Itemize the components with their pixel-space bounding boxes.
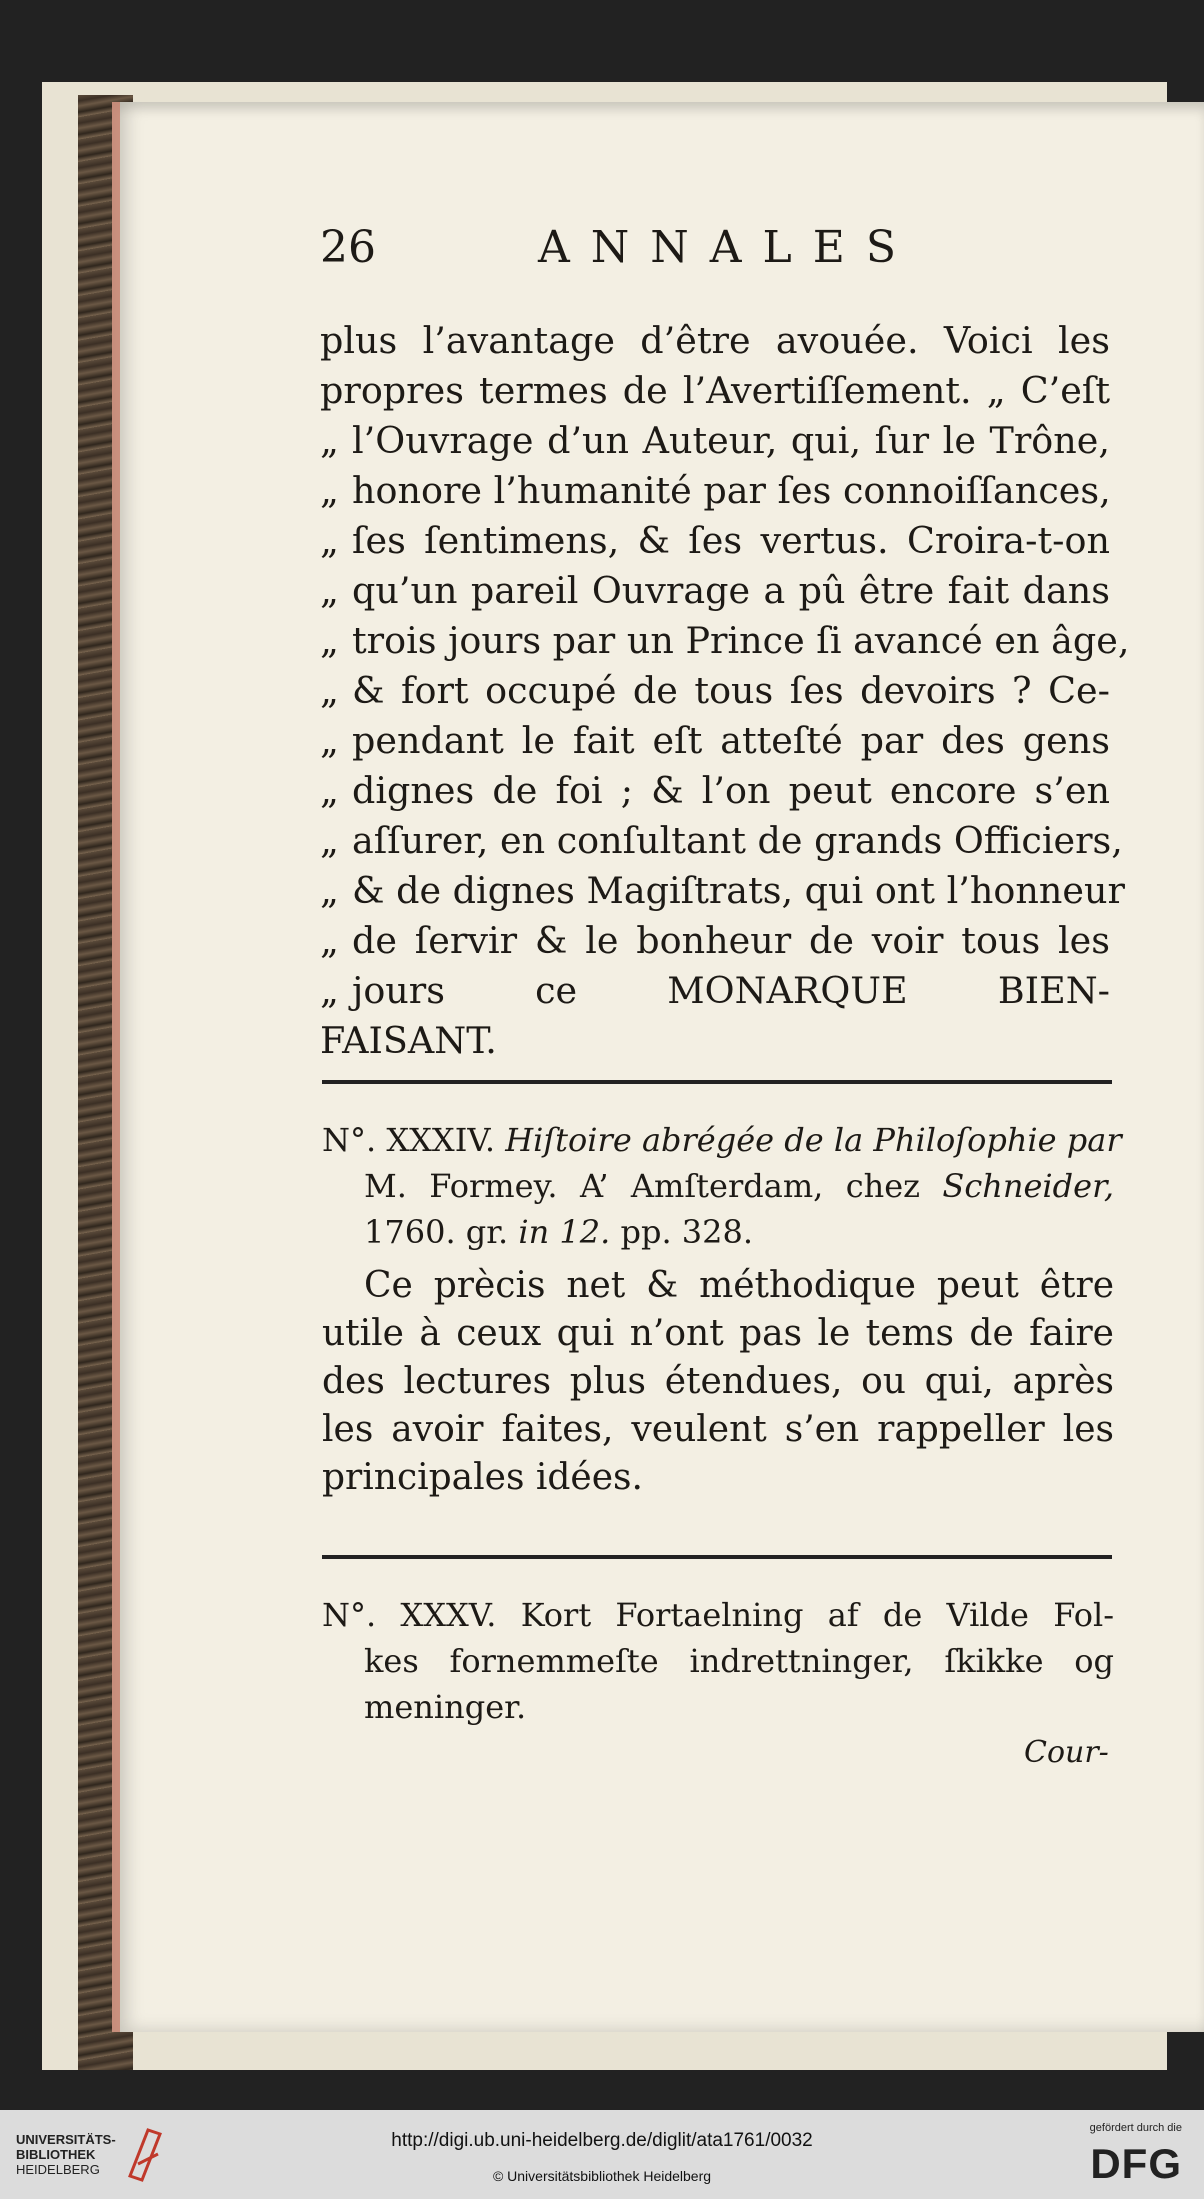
text-line xyxy=(320,1016,1110,1066)
permalink-url[interactable]: http://digi.ub.uni-heidelberg.de/diglit/ata1761/0032 xyxy=(391,2130,813,2151)
entry-xxxv-number: N°. XXXV. xyxy=(322,1596,497,1634)
text-line-content: ſes ſentimens, & ſes vertus. Croira-t-on xyxy=(352,519,1110,562)
quote-mark: „ xyxy=(320,519,339,562)
viewer-footer xyxy=(0,2110,1204,2199)
entry-xxxiv-year: 1760. gr. xyxy=(364,1213,509,1251)
library-name-line1: UNIVERSITÄTS- xyxy=(16,2132,116,2147)
red-page-edge xyxy=(112,102,120,2032)
text-line xyxy=(320,766,1110,816)
catchword: Cour- xyxy=(1024,1735,1109,1770)
quote-mark: „ xyxy=(320,719,339,762)
text-line xyxy=(320,816,1123,866)
paragraph-line: principales idées. xyxy=(322,1457,643,1498)
text-line xyxy=(320,866,1125,916)
text-line-content: trois jours par un Prince ſi avancé en âge, xyxy=(352,619,1130,662)
section-rule-2 xyxy=(322,1555,1112,1559)
entry-xxxiv-review xyxy=(322,1262,1114,1502)
text-line-content: dignes de foi ; & l’on peut encore s’en xyxy=(352,769,1110,812)
copyright-notice: © Universitätsbibliothek Heidelberg xyxy=(492,2168,712,2184)
text-line-content: l’Ouvrage d’un Auteur, qui, ſur le Trône, xyxy=(352,419,1110,462)
quote-mark: „ xyxy=(320,769,339,812)
text-line-content: propres termes de l’Avertiſſement. „ C’eſt xyxy=(320,369,1110,412)
text-line-content: & fort occupé de tous ſes devoirs ? Ce- xyxy=(352,669,1110,712)
text-line-content: pendant le fait eſt atteſté par des gens xyxy=(352,719,1110,762)
paragraph-line: les avoir faites, veulent s’en rappeller les xyxy=(322,1409,1114,1450)
text-line-content: de ſervir & le bonheur de voir tous les xyxy=(352,919,1110,962)
page-number: 26 xyxy=(320,222,376,273)
text-line xyxy=(320,516,1110,566)
entry-xxxiv-author: M. Formey. xyxy=(364,1167,558,1205)
main-text-block xyxy=(320,316,1130,1066)
quote-mark: „ xyxy=(320,669,339,712)
text-line-content: jours ce MONARQUE BIEN- xyxy=(352,969,1110,1012)
text-line xyxy=(320,916,1110,966)
entry-xxxv xyxy=(322,1592,1114,1730)
text-line-content: & de dignes Magiſtrats, qui ont l’honneur xyxy=(352,869,1125,912)
quote-mark: „ xyxy=(320,469,339,512)
entry-xxxv-title-line2: kes fornemmeſte indrettninger, ſkikke og xyxy=(364,1642,1114,1680)
entry-xxxiv-number: N°. XXXIV. xyxy=(322,1121,496,1159)
text-line-content: honore l’humanité par ſes connoiſſances, xyxy=(352,469,1111,512)
section-rule-1 xyxy=(322,1080,1112,1084)
text-line-content: plus l’avantage d’être avouée. Voici les xyxy=(320,319,1110,362)
text-line xyxy=(320,316,1110,366)
quote-mark: „ xyxy=(320,419,339,462)
entry-xxxiv xyxy=(322,1117,1122,1255)
entry-xxxv-title-line1: Kort Fortaelning af de Vilde Fol- xyxy=(520,1596,1115,1634)
text-line xyxy=(320,616,1130,666)
entry-xxxiv-title: Hiſtoire abrégée de la Philoſophie par xyxy=(505,1121,1122,1159)
library-name-line2: BIBLIOTHEK xyxy=(16,2147,96,2162)
quote-mark: „ xyxy=(320,569,339,612)
entry-xxxiv-publisher: Schneider, xyxy=(942,1167,1115,1205)
page-header xyxy=(320,222,918,282)
text-line xyxy=(320,566,1110,616)
quote-mark: „ xyxy=(320,869,339,912)
paragraph-line: utile à ceux qui n’ont pas le tems de faire xyxy=(322,1313,1114,1354)
text-line xyxy=(320,366,1110,416)
text-line-content: aſſurer, en conſultant de grands Officiers, xyxy=(352,819,1123,862)
running-title: ANNALES xyxy=(538,222,918,273)
text-line xyxy=(320,716,1110,766)
paragraph-line: des lectures plus étendues, ou qui, après xyxy=(322,1361,1114,1402)
quote-mark: „ xyxy=(320,969,339,1012)
entry-xxxiv-format: in 12. xyxy=(518,1213,611,1251)
library-name-line3: HEIDELBERG xyxy=(16,2162,100,2177)
quote-mark: „ xyxy=(320,619,339,662)
text-line xyxy=(320,466,1110,516)
quote-mark: „ xyxy=(320,919,339,962)
paragraph-line: Ce prècis net & méthodique peut être xyxy=(364,1265,1114,1306)
funding-note: gefördert durch die xyxy=(1089,2122,1182,2134)
quote-mark: „ xyxy=(320,819,339,862)
text-line xyxy=(320,416,1110,466)
text-line xyxy=(320,966,1110,1016)
text-line-content: FAISANT. xyxy=(320,1019,497,1062)
entry-xxxv-title-line3: meninger. xyxy=(364,1688,527,1726)
text-line-content: qu’un pareil Ouvrage a pû être fait dans xyxy=(352,569,1110,612)
dfg-logo: DFG xyxy=(1090,2140,1182,2187)
entry-xxxiv-pages: pp. 328. xyxy=(620,1213,754,1251)
text-line xyxy=(320,666,1110,716)
entry-xxxiv-place: A’ Amſterdam, chez xyxy=(579,1167,921,1205)
